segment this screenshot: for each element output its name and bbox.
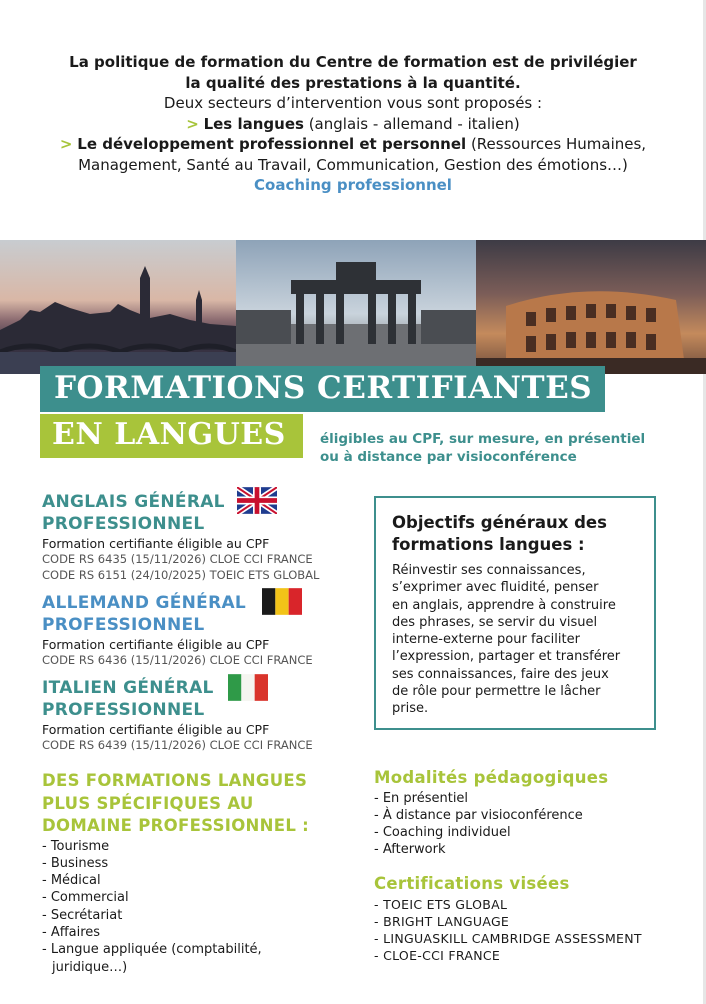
intro-text [20, 52, 686, 196]
sector1-rest: (anglais - allemand - italien) [308, 114, 520, 133]
modalites-section [374, 767, 694, 859]
rs-code: CODE RS 6439 (15/11/2026) CLOE CCI FRANCE [42, 738, 313, 752]
language-title: ANGLAIS GÉNÉRAL [42, 492, 225, 512]
language-title: ITALIEN GÉNÉRAL [42, 678, 214, 698]
language-title: ALLEMAND GÉNÉRAL [42, 593, 247, 613]
objectives-line: s’exprimer avec fluidité, penser [392, 580, 599, 596]
uk-flag-icon [237, 487, 277, 514]
list-item: - Afterwork [374, 842, 446, 858]
list-item: - LINGUASKILL CAMBRIDGE ASSESSMENT [374, 931, 642, 947]
rs-code: CODE RS 6151 (24/10/2025) TOEIC ETS GLOBAL [42, 567, 320, 582]
sector-languages [20, 114, 686, 135]
sector2-rest: (Ressources Humaines, [470, 135, 647, 153]
modalites-title: Modalités pédagogiques [374, 768, 609, 787]
list-item: - Business [42, 855, 109, 871]
list-item: - BRIGHT LANGUAGE [374, 913, 510, 929]
certifications-list [374, 896, 694, 965]
language-title: PROFESSIONNEL [42, 699, 205, 720]
specific-title: DOMAINE PROFESSIONNEL : [42, 816, 310, 835]
arrow-icon: > [186, 114, 199, 133]
language-english [42, 492, 362, 583]
specific-trainings [42, 770, 352, 976]
list-item: - En présentiel [374, 790, 469, 806]
list-item: - Commercial [42, 890, 129, 906]
rome-photo [476, 240, 706, 374]
london-photo [0, 240, 236, 374]
language-title: PROFESSIONNEL [42, 513, 205, 534]
list-item: - Tourisme [42, 838, 110, 854]
objectives-line: des phrases, se servir du visuel [392, 614, 598, 630]
objectives-box [374, 496, 656, 730]
objectives-line: l’expression, partager et transférer [392, 649, 621, 665]
italy-flag-icon [228, 674, 268, 701]
arrow-icon: > [59, 135, 73, 153]
sector-development [20, 134, 686, 155]
list-item: - Affaires [42, 924, 101, 940]
certifications-section [374, 873, 694, 965]
objectives-line: interne-externe pour faciliter [392, 632, 580, 648]
objectives-line: en anglais, apprendre à construire [392, 597, 616, 613]
language-german [42, 593, 362, 669]
language-subtitle: Formation certifiante éligible au CPF [42, 637, 270, 652]
language-subtitle: Formation certifiante éligible au CPF [42, 536, 270, 551]
rs-code: CODE RS 6436 (15/11/2026) CLOE CCI FRANCE [42, 653, 313, 667]
intro-line3: Deux secteurs d’intervention vous sont proposés : [163, 94, 543, 112]
banner-title2: EN LANGUES [52, 417, 286, 452]
specific-title: PLUS SPÉCIFIQUES AU [42, 793, 254, 813]
objectives-line: de rôle pour permettre le lâcher [392, 684, 601, 700]
list-item: - Secrétariat [42, 907, 123, 923]
coaching-text: Coaching professionnel [254, 176, 452, 194]
sector1-bold: Les langues [203, 114, 304, 133]
intro-line2: la qualité des prestations à la quantité. [185, 73, 521, 92]
objectives-line: Réinvestir ses connaissances, [392, 563, 586, 578]
list-item: - Coaching individuel [374, 825, 511, 841]
banner-subtitle-band [40, 414, 303, 458]
list-item: - À distance par visioconférence [374, 807, 583, 823]
objectives-title: Objectifs généraux des [392, 513, 607, 532]
language-subtitle: Formation certifiante éligible au CPF [42, 722, 270, 737]
sector2-line2: Management, Santé au Travail, Communication, Gestion des émotions…) [78, 155, 628, 174]
intro-line1: La politique de formation du Centre de formation est de privilégier [69, 53, 637, 71]
sector2-bold: Le développement professionnel et personnel [77, 135, 467, 153]
rs-code: CODE RS 6435 (15/11/2026) CLOE CCI FRANCE [42, 552, 313, 566]
specific-title: DES FORMATIONS LANGUES [42, 771, 308, 790]
specific-list [42, 838, 352, 976]
language-title: PROFESSIONNEL [42, 614, 205, 635]
language-italian [42, 678, 362, 754]
city-photos [0, 240, 706, 374]
eligible-line1: éligibles au CPF, sur mesure, en présentiel [320, 431, 646, 447]
objectives-line: ses connaissances, faire des jeux [392, 666, 609, 682]
objectives-line: prise. [392, 701, 429, 717]
certifications-title: Certifications visées [374, 874, 570, 893]
eligible-line2: ou à distance par visioconférence [320, 449, 577, 465]
modalites-list [374, 790, 694, 859]
list-item: - TOEIC ETS GLOBAL [374, 896, 508, 912]
objectives-title: formations langues : [392, 535, 585, 554]
list-item: - CLOE-CCI FRANCE [374, 948, 501, 964]
banner-title-band [40, 366, 605, 412]
list-item: - Médical [42, 873, 101, 889]
list-item: juridique…) [52, 959, 128, 975]
germany-flag-icon [262, 588, 302, 615]
objectives-text [392, 562, 638, 718]
list-item: - Langue appliquée (comptabilité, [42, 942, 262, 958]
banner-title1: FORMATIONS CERTIFIANTES [54, 370, 593, 406]
berlin-photo [236, 240, 476, 374]
eligibility-text [320, 430, 680, 466]
